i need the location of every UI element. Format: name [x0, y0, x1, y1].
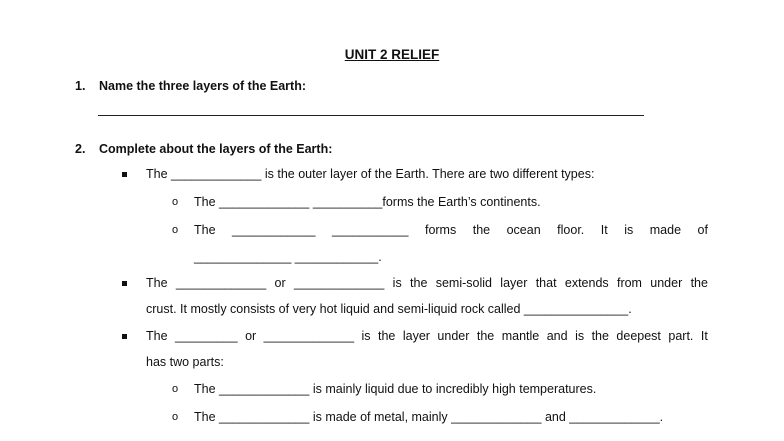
circle-bullet-icon: o [172, 224, 179, 236]
bullet-icon [122, 172, 127, 177]
core-line-1: The _________ or _____________ is the layer under the mantle and is the deepest part. It [146, 329, 708, 343]
question-1-number: 1. [75, 79, 86, 93]
crust-type1-line: The _____________ __________forms the Earth’s continents. [194, 195, 541, 209]
question-1-text: Name the three layers of the Earth: [99, 79, 307, 93]
circle-bullet-icon: o [172, 411, 179, 423]
question-2-text: Complete about the layers of the Earth: [99, 142, 333, 156]
bullet-icon [122, 334, 127, 339]
circle-bullet-icon: o [172, 196, 179, 208]
circle-bullet-icon: o [172, 383, 179, 395]
bullet-icon [122, 281, 127, 286]
worksheet-title: UNIT 2 RELIEF [344, 47, 440, 62]
answer-line [98, 115, 644, 116]
mantle-line-1: The _____________ or _____________ is the semi-solid layer that extends from under the [146, 276, 708, 290]
crust-type2-continuation: ______________ ____________. [194, 250, 382, 264]
crust-intro-line: The _____________ is the outer layer of the Earth. There are two different types: [146, 167, 595, 181]
core-part1-line: The _____________ is mainly liquid due to incredibly high temperatures. [194, 382, 597, 396]
core-line-2: has two parts: [146, 355, 224, 369]
question-2-number: 2. [75, 142, 86, 156]
mantle-line-2: crust. It mostly consists of very hot liquid and semi-liquid rock called _______________. [146, 302, 632, 316]
core-part2-line: The _____________ is made of metal, mainly _____________ and _____________. [194, 410, 664, 424]
crust-type2-line: The ____________ ___________ forms the ocean floor. It is made of [194, 223, 708, 237]
